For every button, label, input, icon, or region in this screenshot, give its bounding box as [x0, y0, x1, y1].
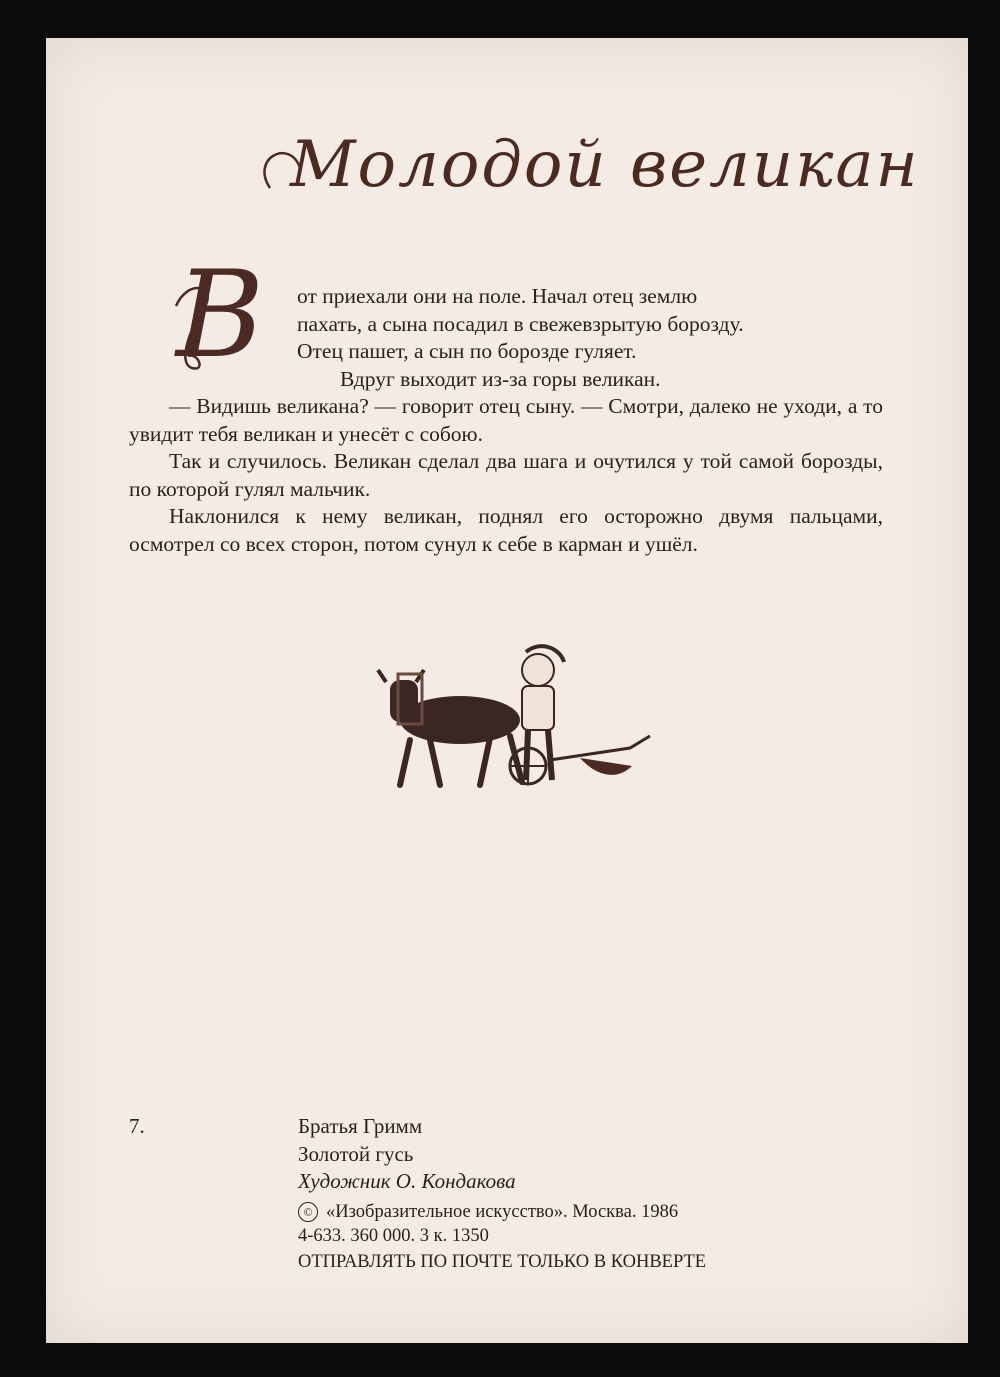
story-line: пахать, а сына посадил в свежевзрытую борозду.	[297, 311, 744, 336]
card-number: 7.	[129, 1114, 145, 1138]
story-paragraph: Так и случилось. Великан сделал два шага и очутился у той самой борозды, по которой гулял мальчик.	[129, 449, 883, 501]
mailing-notice: ОТПРАВЛЯТЬ ПО ПОЧТЕ ТОЛЬКО В КОНВЕРТЕ	[298, 1252, 707, 1272]
story-title	[230, 118, 920, 228]
story-title-text: Молодой великан	[290, 128, 920, 202]
drop-cap-letter: В	[176, 246, 265, 385]
copyright-icon: ©	[298, 1202, 318, 1222]
print-info: 4-633. 360 000. 3 к. 1350	[298, 1226, 489, 1246]
story-line: от приехали они на поле. Начал отец землю	[297, 284, 698, 308]
story-paragraph: — Видишь великана? — говорит отец сыну. — Смотри, далеко не уходи, а то увидит тебя великан и унесёт с собою.	[129, 394, 883, 446]
artist-credit: Художник О. Кондакова	[298, 1169, 516, 1193]
ox-plow-illustration	[350, 640, 670, 830]
book-title: Золотой гусь	[298, 1142, 414, 1166]
publisher: «Изобразительное искусство». Москва. 1986	[326, 1202, 679, 1222]
story-paragraph: Наклонился к нему великан, поднял его осторожно двумя пальцами, осмотрел со всех сторон, потом сунул к себе в карман и ушёл.	[129, 504, 883, 556]
author: Братья Гримм	[298, 1114, 423, 1138]
story-line: Вдруг выходит из-за горы великан.	[340, 366, 661, 391]
story-line: Отец пашет, а сын по борозде гуляет.	[297, 339, 637, 363]
story-text	[129, 283, 883, 558]
